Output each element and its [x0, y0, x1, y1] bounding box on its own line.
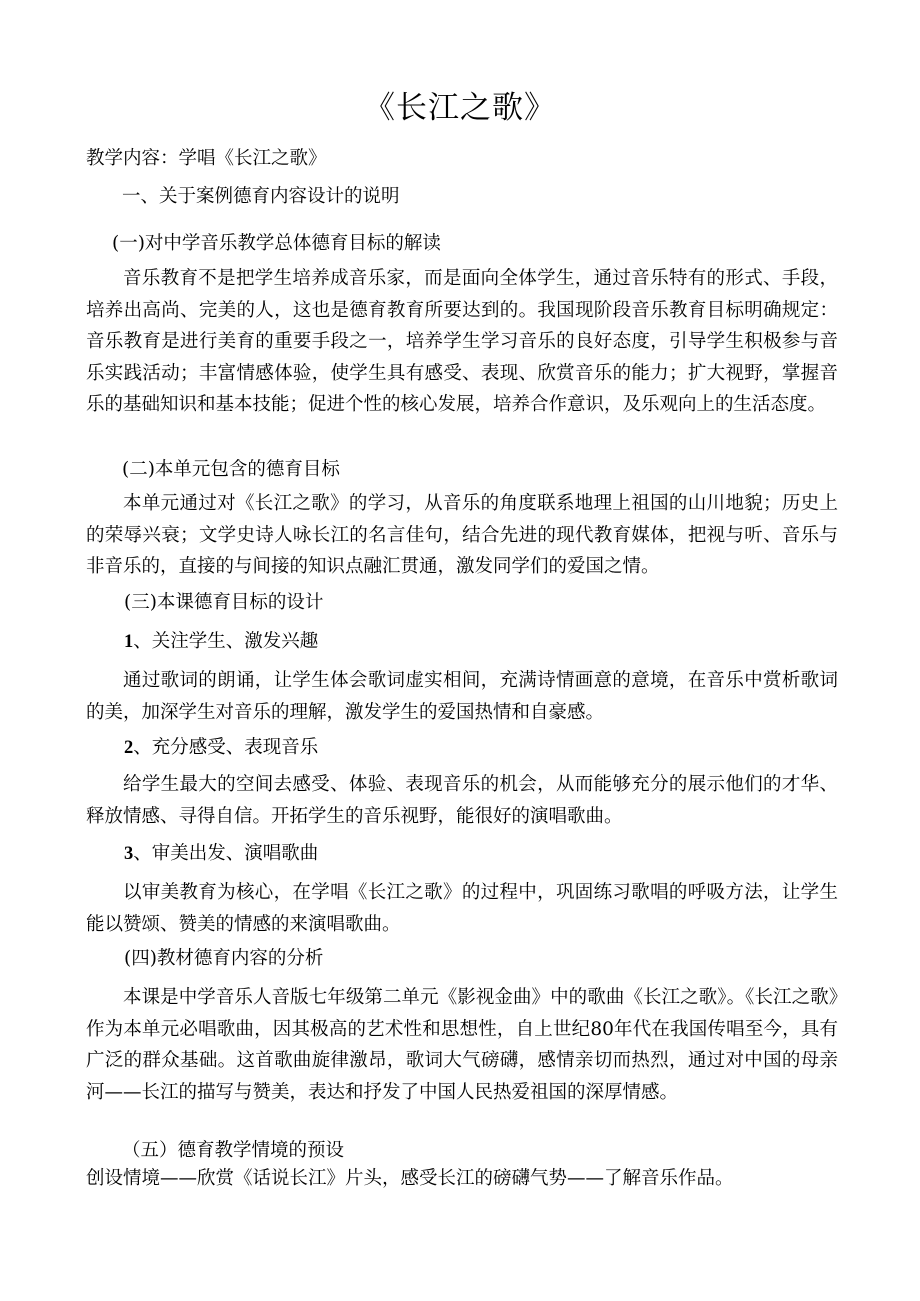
goal-3-number: 3	[124, 844, 134, 864]
subsection-4-body: 本课是中学音乐人音版七年级第二单元《影视金曲》中的歌曲《长江之歌》。《长江之歌》作为本单元必唱歌曲，因其极高的艺术性和思想性，自上世纪80年代在我国传唱至今，具有广泛的群众基础。这首歌曲旋律激昂，歌词大气磅礴，感情亲切而热烈，通过对中国的母亲河——长江的描写与赞美，表达和抒发了中国人民热爱祖国的深厚情感。	[86, 987, 838, 1103]
subsection-2-heading: (二)本单元包含的德育目标	[122, 459, 340, 480]
subsection-5-heading: （五）德育教学情境的预设	[122, 1140, 345, 1161]
document-title: 《长江之歌》	[364, 90, 556, 126]
goal-3-heading	[124, 839, 318, 869]
goal-1-body: 通过歌词的朗诵，让学生体会歌词虚实相间，充满诗情画意的意境，在音乐中赏析歌词的美，加深学生对音乐的理解，激发学生的爱国热情和自豪感。	[86, 670, 838, 723]
goal-1-number: 1	[124, 632, 134, 652]
goal-3-title: 、审美出发、演唱歌曲	[133, 843, 319, 864]
goal-2-number: 2	[124, 738, 134, 758]
goal-2-body: 给学生最大的空间去感受、体验、表现音乐的机会，从而能够充分的展示他们的才华、释放情感、寻得自信。开拓学生的音乐视野，能很好的演唱歌曲。	[86, 774, 838, 827]
teaching-content-line: 教学内容：学唱《长江之歌》	[86, 148, 327, 169]
subsection-3-heading: (三)本课德育目标的设计	[124, 592, 324, 613]
subsection-2-body: 本单元通过对《长江之歌》的学习，从音乐的角度联系地理上祖国的山川地貌；历史上的荣辱兴衰；文学史诗人咏长江的名言佳句，结合先进的现代教育媒体，把视与听、音乐与非音乐的，直接的与间接的知识点融汇贯通，激发同学们的爱国之情。	[86, 493, 838, 577]
goal-1-heading	[124, 627, 318, 657]
section-heading: 一、关于案例德育内容设计的说明	[122, 186, 400, 207]
goal-1-title: 、关注学生、激发兴趣	[133, 631, 319, 652]
goal-2-heading	[124, 733, 318, 763]
subsection-1-body: 音乐教育不是把学生培养成音乐家，而是面向全体学生，通过音乐特有的形式、手段，培养出高尚、完美的人，这也是德育教育所要达到的。我国现阶段音乐教育目标明确规定：音乐教育是进行美育的重要手段之一，培养学生学习音乐的良好态度，引导学生积极参与音乐实践活动；丰富情感体验，使学生具有感受、表现、欣赏音乐的能力；扩大视野，掌握音乐的基础知识和基本技能；促进个性的核心发展，培养合作意识，及乐观向上的生活态度。	[86, 268, 838, 415]
goal-3-body: 以审美教育为核心，在学唱《长江之歌》的过程中，巩固练习歌唱的呼吸方法，让学生能以赞颂、赞美的情感的来演唱歌曲。	[86, 882, 838, 935]
subsection-5-body: 创设情境——欣赏《话说长江》片头，感受长江的磅礴气势——了解音乐作品。	[86, 1168, 734, 1189]
goal-2-title: 、充分感受、表现音乐	[133, 737, 319, 758]
subsection-4-heading: (四)教材德育内容的分析	[124, 948, 324, 969]
subsection-1-heading: (一)对中学音乐教学总体德育目标的解读	[112, 233, 441, 254]
